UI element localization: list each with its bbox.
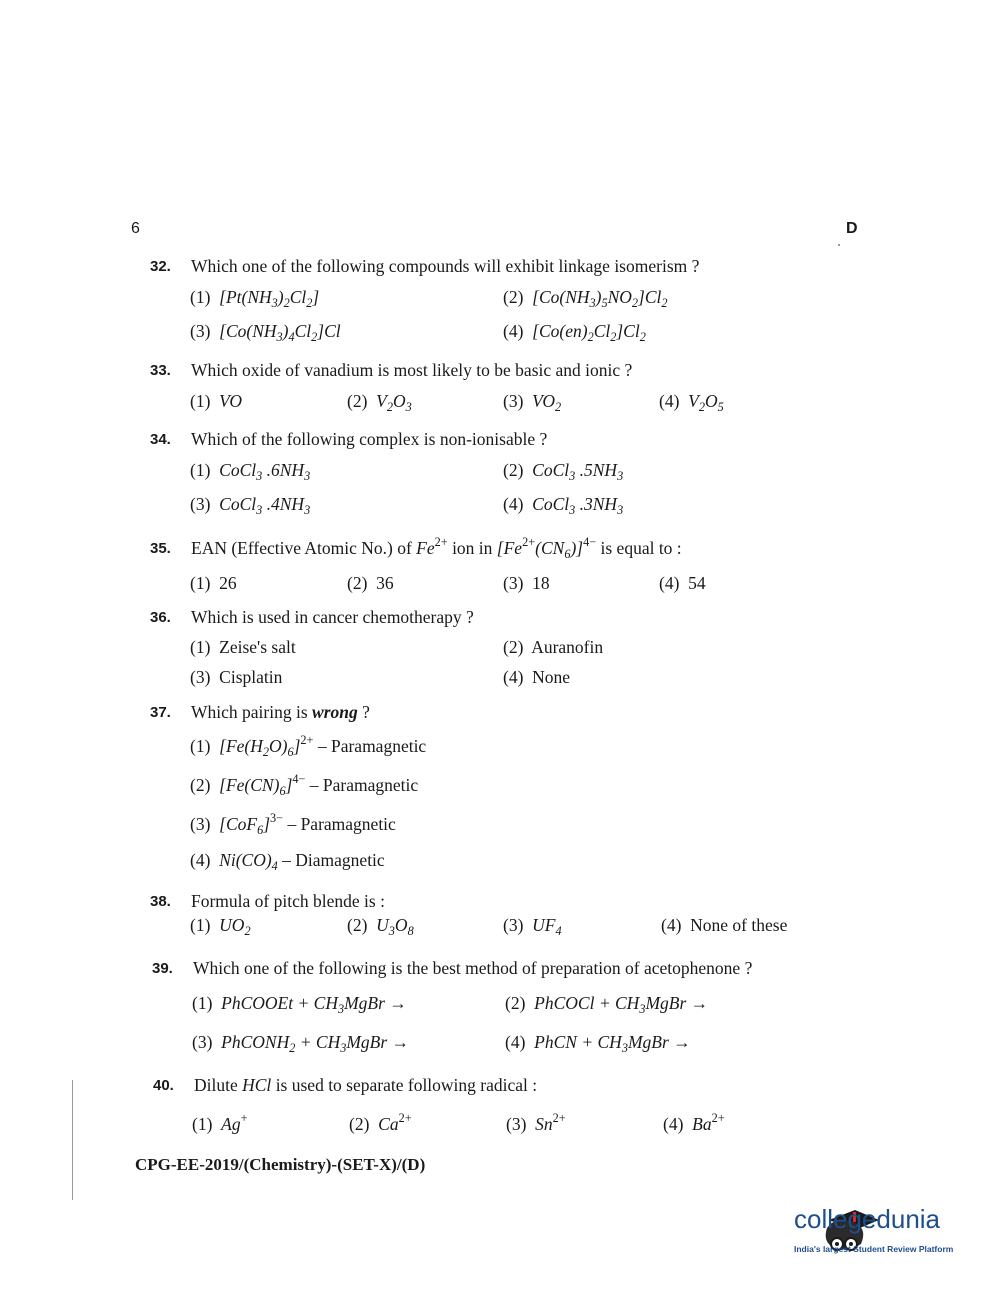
option-3: (3) Cisplatin [190,667,283,687]
question-number: 38. [150,893,171,910]
question-text: Which is used in cancer chemotherapy ? [191,607,474,627]
option-2: (2) $Ca^{2+}$ [349,1111,412,1134]
option-3: (3) $[CoF_6]^{3-}$ – Paramagnetic [190,811,396,837]
option-2: (2) $U_3O_8$ [347,915,414,938]
option-1: (1) Zeise's salt [190,637,296,657]
option-3: (3) $VO_2$ [503,391,562,414]
question-text: Which of the following complex is non-ionisable ? [191,429,548,449]
option-2: (2) PhCOCl + $CH_3MgBr$ → [505,993,709,1016]
question-text: Which pairing is wrong ? [191,702,370,722]
option-1: (1) CoCl$_3$ $.6NH_3$ [190,460,311,483]
option-4: (4) $Ni(CO)_4$ – Diamagnetic [190,850,385,873]
option-3: (3) $UF_4$ [503,915,562,938]
question-text: Dilute HCl is used to separate following radical : [194,1075,538,1095]
page-number: 6 [131,220,140,237]
option-2: (2) $[Fe(CN)_6]^{4-}$ – Paramagnetic [190,772,419,798]
collegedunia-logo-text: collegedunia [794,1204,941,1234]
collegedunia-tagline: India's largest Student Review Platform [794,1244,954,1254]
option-3: (3) PhCONH$_2$ + $CH_3MgBr$ → [192,1032,410,1055]
option-2: (2) 36 [347,573,394,593]
question-text: EAN (Effective Atomic No.) of $Fe^{2+}$ ion in $[Fe^{2+}(CN_6)]^{4-}$ is equal to : [191,535,682,561]
option-2: (2) $V_2O_3$ [347,391,412,414]
question-number: 35. [150,540,171,557]
option-4: (4) PhCN + $CH_3MgBr$ → [505,1032,691,1055]
scan-edge-mark [72,1080,73,1200]
option-4: (4) $Ba^{2+}$ [663,1111,725,1134]
question-number: 34. [150,431,171,448]
option-4: (4) CoCl$_3$ $.3NH_3$ [503,494,624,517]
question-number: 32. [150,258,171,275]
option-3: (3) CoCl$_3$ $.4NH_3$ [190,494,311,517]
option-1: (1) 26 [190,573,237,593]
option-4: (4) None [503,667,571,687]
option-4: (4) None of these [661,915,788,935]
question-number: 39. [152,960,173,977]
option-1: (1) $UO_2$ [190,915,251,938]
option-1: (1) VO [190,391,242,411]
option-1: (1) PhCOOEt + $CH_3MgBr$ → [192,993,407,1016]
option-1: (1) Ag+ [192,1111,248,1134]
option-2: (2) CoCl$_3$ $.5NH_3$ [503,460,624,483]
option-4: (4) $V_2O_5$ [659,391,724,414]
option-1: (1) $[Pt(NH_3)_2Cl_2]$ [190,287,320,310]
question-number: 37. [150,704,171,721]
option-4: (4) 54 [659,573,706,593]
question-text: Formula of pitch blende is : [191,891,385,911]
option-3: (3) 18 [503,573,550,593]
option-2: (2) Auranofin [503,637,604,657]
option-2: (2) $[Co(NH_3)_5NO_2]Cl_2$ [503,287,668,310]
question-number: 33. [150,362,171,379]
set-code: D [846,220,858,237]
question-text: Which one of the following compounds will exhibit linkage isomerism ? [191,256,700,276]
question-text: Which oxide of vanadium is most likely to be basic and ionic ? [191,360,633,380]
paper-code: CPG-EE-2019/(Chemistry)-(SET-X)/(D) [135,1155,426,1174]
option-1: (1) $[Fe(H_2O)_6]^{2+}$ – Paramagnetic [190,733,427,759]
question-number: 36. [150,609,171,626]
question-text: Which one of the following is the best method of preparation of acetophenone ? [193,958,753,978]
option-3: (3) $[Co(NH_3)_4Cl_2]Cl$ [190,321,341,344]
scan-speck [838,244,840,246]
option-3: (3) $Sn^{2+}$ [506,1111,566,1134]
option-4: (4) $[Co(en)_2Cl_2]Cl_2$ [503,321,646,344]
question-number: 40. [153,1077,174,1094]
